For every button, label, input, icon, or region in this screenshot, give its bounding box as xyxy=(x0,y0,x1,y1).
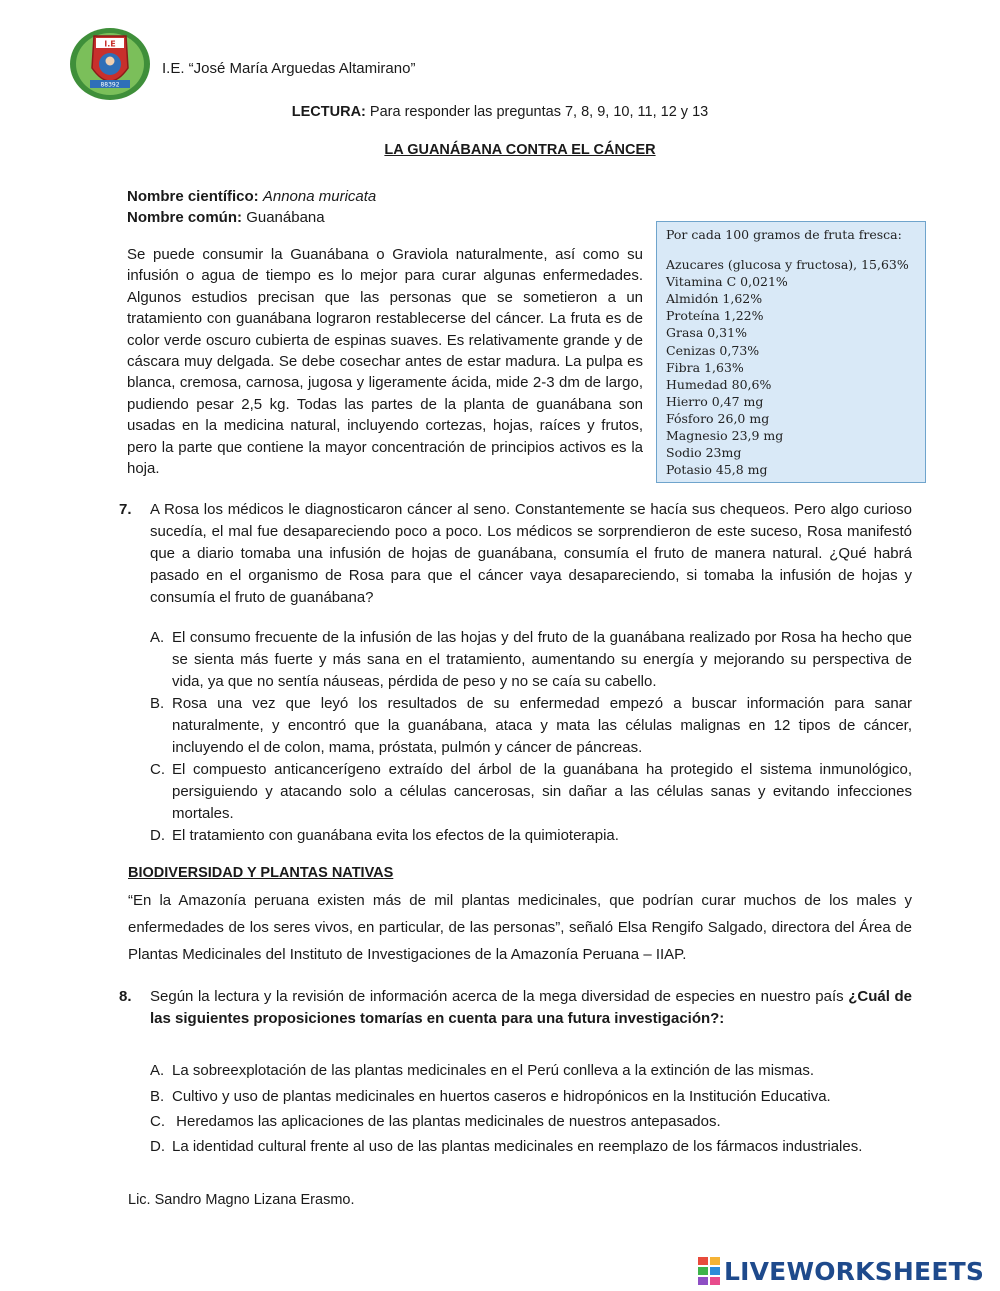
nutrition-item: Potasio 45,8 mg xyxy=(666,462,768,478)
nutrition-item: Cenizas 0,73% xyxy=(666,342,760,358)
nutrition-item: Fósforo 26,0 mg xyxy=(666,410,770,426)
nutrition-item: Grasa 0,31% xyxy=(666,325,747,341)
question-7-number: 7. xyxy=(119,501,132,518)
nutrition-item: Sodio 23mg xyxy=(666,445,742,461)
liveworksheets-text: LIVEWORKSHEETS xyxy=(724,1256,985,1286)
nutrition-item: Proteína 1,22% xyxy=(666,308,764,324)
option-letter: C. xyxy=(150,1113,165,1130)
question-8-number: 8. xyxy=(119,988,132,1005)
question-8-option-c[interactable] xyxy=(150,1111,912,1133)
nutrition-item: Vitamina C 0,021% xyxy=(666,274,788,290)
option-letter: C. xyxy=(150,761,165,778)
nutrition-item: Azucares (glucosa y fructosa), 15,63% xyxy=(666,257,909,273)
reading-paragraph: Se puede consumir la Guanábana o Graviola naturalmente, así como su infusión o agua de tiempo es lo mejor para curar algunas enfermedades. Algunos estudios precisan que las personas que se sometieron a un tratamiento con guanábana lograron restablecerse del cáncer. La fruta es de color verde oscuro cubierta de espinas suaves. Es relativamente grande y de cáscara muy delgada. Se debe cosechar antes de estar madura. La pulpa es blanca, cremosa, carnosa, jugosa y ligeramente ácida, mide 2-3 dm de largo, pudiendo pesar 2,5 kg. Todas las partes de la planta de guanábana son usadas en la medicina natural, incluyendo cortezas, hojas, raíces y frutos, pero la parte que contiene la mayor concentración de principios activos es la hoja. xyxy=(127,246,643,478)
logo-text: I.E xyxy=(104,39,116,49)
question-8-option-d[interactable] xyxy=(150,1136,912,1158)
question-7-option-c[interactable] xyxy=(150,759,912,825)
question-8-intro: Según la lectura y la revisión de información acerca de la mega diversidad de especies en nuestro país xyxy=(150,988,844,1005)
option-letter: A. xyxy=(150,1062,165,1079)
option-text: La sobreexplotación de las plantas medicinales en el Perú conlleva a la extinción de las mismas. xyxy=(172,1062,815,1079)
nutrition-item: Humedad 80,6% xyxy=(666,376,772,392)
nutrition-item: Hierro 0,47 mg xyxy=(666,393,764,409)
option-text: Rosa una vez que leyó los resultados de su enfermedad empezó a buscar información para sanar naturalmente, y encontró que la guanábana, ataca y mata las células malignas en 12 tipos de cáncer, incluyendo el de colon, mama, próstata, pulmón y cáncer de páncreas. xyxy=(172,695,912,756)
liveworksheets-logo-icon xyxy=(698,1257,720,1285)
nutrition-heading: Por cada 100 gramos de fruta fresca: xyxy=(666,227,902,242)
lectura-label: LECTURA: xyxy=(291,104,366,120)
option-letter: A. xyxy=(150,629,165,646)
question-8-text xyxy=(150,986,912,1030)
school-logo xyxy=(68,24,152,102)
question-7-option-a[interactable] xyxy=(150,627,912,693)
nutrition-item: Almidón 1,62% xyxy=(666,291,763,307)
common-name-value: Guanábana xyxy=(246,209,325,226)
scientific-name-value: Annona muricata xyxy=(262,188,377,205)
common-name-label: Nombre común: xyxy=(127,209,243,226)
nutrition-box xyxy=(656,221,926,483)
option-text: El compuesto anticancerígeno extraído del árbol de la guanábana ha protegido el sistema inmunológico, persiguiendo y atacando solo a células cancerosas, sin dañar a las células sanas y evitando infecciones mortales. xyxy=(172,761,912,822)
biodiversity-text: “En la Amazonía peruana existen más de mil plantas medicinales, que podrían curar muchos de los males y enfermedades de los seres vivos, en particular, de las personas”, señaló Elsa Rengifo Salgado, directora del Área de Plantas Medicinales del Instituto de Investigaciones de la Amazonía Peruana – IIAP. xyxy=(128,892,912,963)
biodiversity-title: BIODIVERSIDAD Y PLANTAS NATIVAS xyxy=(128,865,394,881)
question-7-option-b[interactable] xyxy=(150,693,912,759)
option-letter: D. xyxy=(150,827,165,844)
scientific-name-label: Nombre científico: xyxy=(127,188,259,205)
nutrition-item: Magnesio 23,9 mg xyxy=(666,428,784,444)
scientific-names xyxy=(127,186,376,228)
option-text: El consumo frecuente de la infusión de las hojas y del fruto de la guanábana realizado por Rosa ha hecho que se sienta más fuerte y más sana en el tratamiento, aumentando su energía y mejorando su perspectiva de vida, ya que no sentía náuseas, pérdida de peso y no se caía su cabello. xyxy=(172,629,912,690)
option-text: Heredamos las aplicaciones de las plantas medicinales de nuestros antepasados. xyxy=(172,1113,721,1130)
lectura-line xyxy=(0,104,1000,120)
option-text: El tratamiento con guanábana evita los efectos de la quimioterapia. xyxy=(172,827,619,844)
question-7-text: A Rosa los médicos le diagnosticaron cáncer al seno. Constantemente se hacía sus chequeos. Pero algo curioso sucedía, el mal fue desapareciendo poco a poco. Los médicos se sorprendieron de este suceso, Rosa manifestó que a diario tomaba una infusión de hojas de guanábana, consumía el fruto de manera natural. ¿Qué habrá pasado en el organismo de Rosa para que el cáncer vaya desapareciendo, si tomaba la infusión de hojas y consumía el fruto de guanábana? xyxy=(150,501,912,606)
option-text: La identidad cultural frente al uso de las plantas medicinales en reemplazo de los fármacos industriales. xyxy=(172,1138,863,1155)
liveworksheets-watermark xyxy=(698,1256,984,1286)
option-letter: B. xyxy=(150,1088,165,1105)
option-letter: D. xyxy=(150,1138,165,1155)
logo-number: 88392 xyxy=(100,81,120,89)
signature: Lic. Sandro Magno Lizana Erasmo. xyxy=(128,1192,355,1208)
school-name: I.E. “José María Arguedas Altamirano” xyxy=(162,60,416,77)
reading-title: LA GUANÁBANA CONTRA EL CÁNCER xyxy=(384,142,656,158)
lectura-text: Para responder las preguntas 7, 8, 9, 10, 11, 12 y 13 xyxy=(369,104,709,120)
question-8-bold: ¿Cuál de las siguientes proposiciones tomarías en cuenta para una futura investigación?: xyxy=(150,988,913,1027)
option-letter: B. xyxy=(150,695,165,712)
option-text: Cultivo y uso de plantas medicinales en huertos caseros e hidropónicos en la Institución Educativa. xyxy=(172,1088,831,1105)
question-8-option-a[interactable] xyxy=(150,1060,912,1082)
nutrition-item: Fibra 1,63% xyxy=(666,359,744,375)
question-7-option-d[interactable] xyxy=(150,825,912,847)
question-8-option-b[interactable] xyxy=(150,1086,912,1108)
